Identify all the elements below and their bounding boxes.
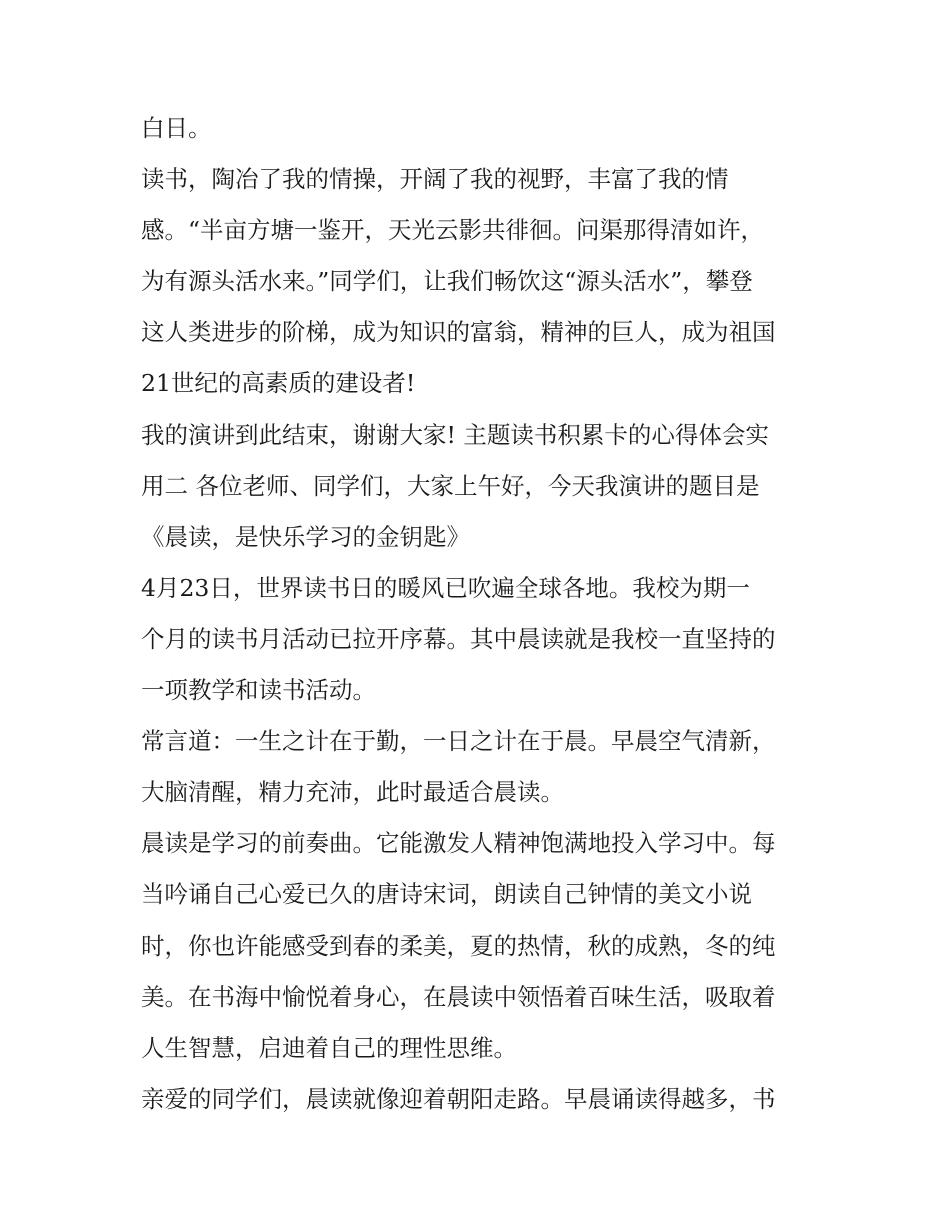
text-line: 这人类进步的阶梯，成为知识的富翁，精神的巨人，成为祖国 (141, 318, 776, 347)
text-line: 一项教学和读书活动。 (141, 676, 376, 705)
text-line: 读书，陶冶了我的情操，开阔了我的视野，丰富了我的情 (141, 165, 729, 194)
text-line: 为有源头活水来。”同学们，让我们畅饮这“源头活水”，攀登 (141, 267, 753, 296)
text-line: 21世纪的高素质的建设者! (141, 369, 416, 398)
text-line: 常言道：一生之计在于勤，一日之计在于晨。早晨空气清新， (141, 727, 776, 756)
text-line: 大脑清醒，精力充沛，此时最适合晨读。 (141, 778, 564, 807)
text-line: 《晨读，是快乐学习的金钥匙》 (141, 522, 470, 551)
text-line: 我的演讲到此结束，谢谢大家! 主题读书积累卡的心得体会实 (141, 420, 769, 449)
text-line: 个月的读书月活动已拉开序幕。其中晨读就是我校一直坚持的 (141, 624, 776, 653)
text-line: 时，你也许能感受到春的柔美，夏的热情，秋的成熟，冬的纯 (141, 931, 776, 960)
text-line: 亲爱的同学们，晨读就像迎着朝阳走路。早晨诵读得越多，书 (141, 1084, 776, 1113)
text-line: 感。“半亩方塘一鉴开，天光云影共徘徊。问渠那得清如许， (141, 216, 765, 245)
text-line: 人生智慧，启迪着自己的理性思维。 (141, 1033, 517, 1062)
text-line: 美。在书海中愉悦着身心，在晨读中领悟着百味生活，吸取着 (141, 982, 776, 1011)
text-line: 白日。 (141, 114, 212, 142)
text-line: 当吟诵自己心爱已久的唐诗宋词，朗读自己钟情的美文小说 (141, 880, 752, 909)
body-text (141, 106, 821, 1128)
text-line: 用二 各位老师、同学们，大家上午好，今天我演讲的题目是 (141, 471, 760, 500)
text-line: 4月23日，世界读书日的暖风已吹遍全球各地。我校为期一 (141, 573, 750, 602)
text-line: 晨读是学习的前奏曲。它能激发人精神饱满地投入学习中。每 (141, 829, 776, 858)
